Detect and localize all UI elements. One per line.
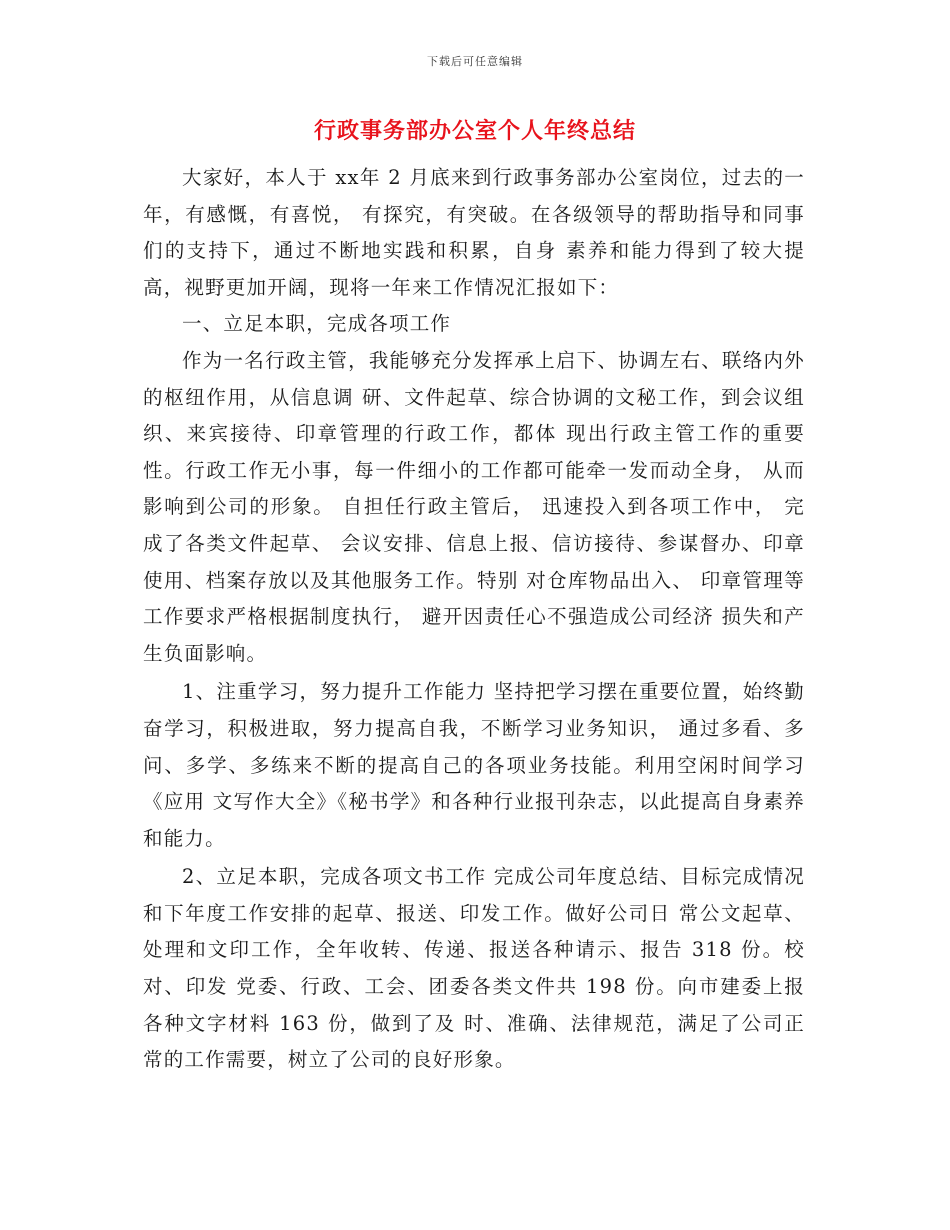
body-paragraph: 2、立足本职，完成各项文书工作 完成公司年度总结、目标完成情况和下年度工作安排的起草、报送、印发工作。做好公司日 常公文起草、处理和文印工作，全年收转、传递、报送各种请示、报告 318 份。校对、印发 党委、行政、工会、团委各类文件共 198 份。向市建委上报各种文字材料 163 份，做到了及 时、准确、法律规范，满足了公司正常的工作需要，树立了公司的良好形象。: [143, 865, 805, 1072]
body-paragraph: 作为一名行政主管，我能够充分发挥承上启下、协调左右、联络内外的枢纽作用，从信息调 研、文件起草、综合协调的文秘工作，到会议组织、来宾接待、印章管理的行政工作，都体 现出行政主管工作的重要性。行政工作无小事，每一件细小的工作都可能牵一发而动全身， 从而影响到公司的形象。 自担任行政主管后， 迅速投入到各项工作中， 完成了各类文件起草、 会议安排、信息上报、信访接待、参谋督办、印章使用、档案存放以及其他服务工作。特别 对仓库物品出入、 印章管理等工作要求严格根据制度执行， 避开因责任心不强造成公司经济 损失和产生负面影响。: [143, 348, 805, 665]
section-heading: 一、立足本职，完成各项工作: [182, 312, 452, 336]
document-title: 行政事务部办公室个人年终总结: [313, 118, 636, 144]
intro-paragraph: 大家好，本人于 xx年 2 月底来到行政事务部办公室岗位，过去的一年，有感慨，有喜悦， 有探究，有突破。在各级领导的帮助指导和同事们的支持下，通过不断地实践和积累，自身 素养和能力得到了较大提高，视野更加开阔，现将一年来工作情况汇报如下：: [143, 166, 805, 299]
document-body: [143, 160, 805, 1079]
header-note: 下载后可任意编辑: [427, 55, 523, 68]
body-paragraph: 1、注重学习，努力提升工作能力 坚持把学习摆在重要位置，始终勤奋学习，积极进取，努力提高自我，不断学习业务知识， 通过多看、多问、多学、多练来不断的提高自己的各项业务技能。利用空闲时间学习《应用 文写作大全》《秘书学》和各种行业报刊杂志，以此提高自身素养和能力。: [143, 680, 805, 850]
